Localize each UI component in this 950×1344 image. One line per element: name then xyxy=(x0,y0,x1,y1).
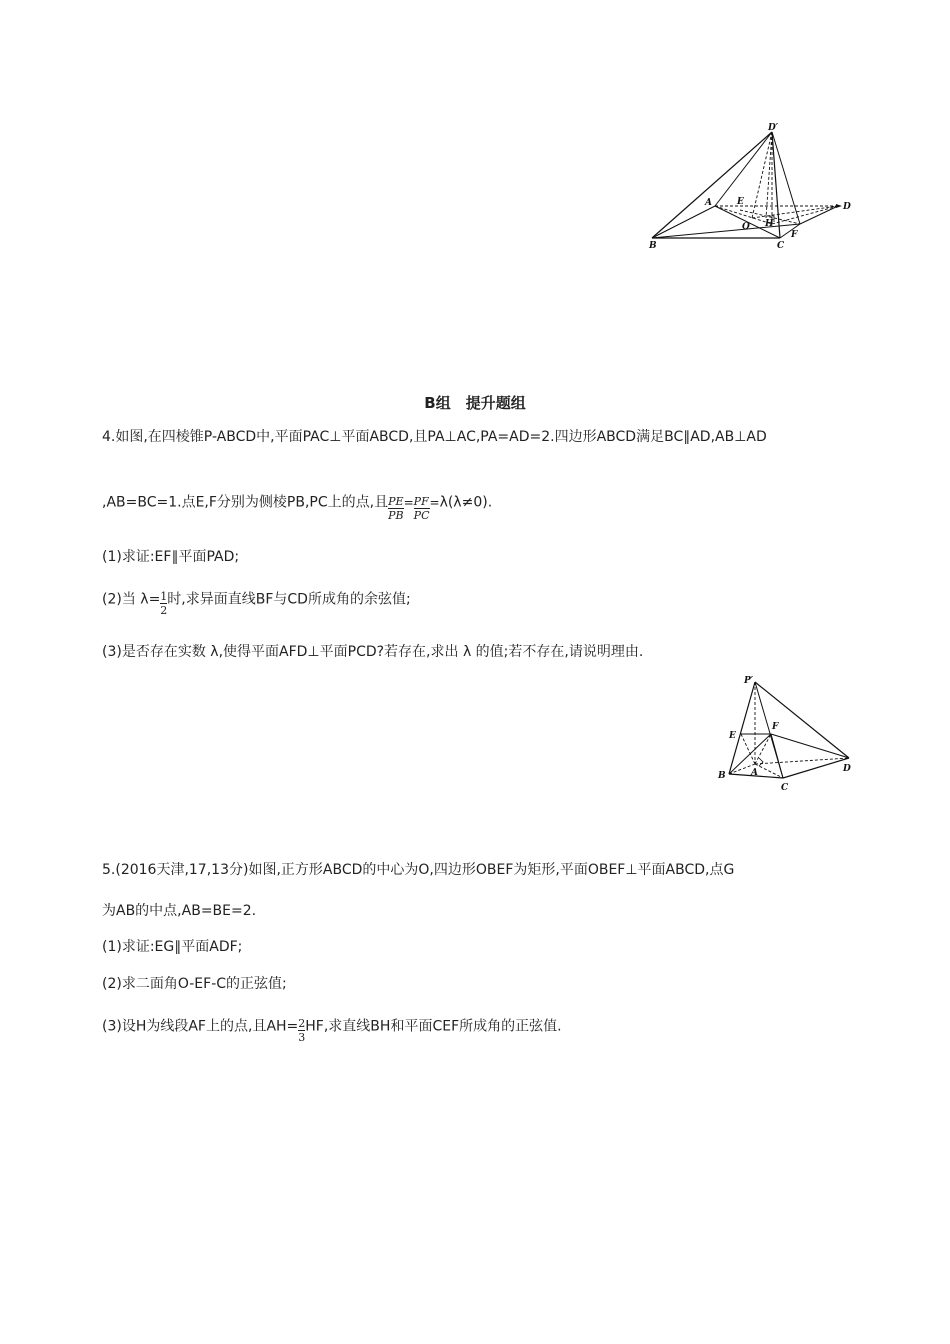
label-c: C xyxy=(777,241,785,251)
problem5-line2: 为AB的中点,AB=BE=2. xyxy=(102,903,257,919)
label-h: H xyxy=(765,219,774,229)
label-b: B xyxy=(718,771,726,781)
label-a: A xyxy=(751,768,758,778)
problem5-q2: (2)求二面角O-EF-C的正弦值; xyxy=(102,976,287,992)
fraction-one-half-den: 2 xyxy=(160,604,168,617)
label-f: F xyxy=(772,722,779,732)
fraction-pf: PF xyxy=(413,495,429,508)
label-d-prime: D′ xyxy=(768,123,779,133)
fraction-pc: PC xyxy=(413,509,430,522)
problem5-q3 xyxy=(102,1013,562,1044)
fraction-pe-pb xyxy=(388,495,404,522)
label-c: C xyxy=(781,783,789,793)
problem5-line1: 5.(2016天津,17,13分)如图,正方形ABCD的中心为O,四边形OBEF为矩形,平面OBEF⊥平面ABCD,点G xyxy=(102,862,735,878)
label-d: D xyxy=(843,764,851,774)
label-a: A xyxy=(705,198,712,208)
label-b: B xyxy=(649,241,657,251)
label-d: D xyxy=(843,202,851,212)
fraction-two-thirds xyxy=(298,1017,305,1044)
label-o: O xyxy=(742,222,750,232)
section-title: B组 提升题组 xyxy=(424,394,526,412)
fraction-pf-pc xyxy=(414,495,430,522)
label-e: E xyxy=(729,731,736,741)
label-f: F xyxy=(791,230,798,240)
label-p-prime: P′ xyxy=(744,676,754,686)
problem4-line1: 4.如图,在四棱锥P-ABCD中,平面PAC⊥平面ABCD,且PA⊥AC,PA=AD=2.四边形ABCD满足BC∥AD,AB⊥AD xyxy=(102,429,767,445)
problem5-q3-prefix: (3)设H为线段AF上的点,且AH= xyxy=(102,1018,299,1035)
pyramid-diagram-2 xyxy=(715,672,865,794)
figure-pyramid-1 xyxy=(640,118,860,258)
problem4-q2-suffix: 时,求异面直线BF与CD所成角的余弦值; xyxy=(167,591,411,608)
problem5-q1: (1)求证:EG∥平面ADF; xyxy=(102,939,243,955)
equals-sign-2: = xyxy=(429,495,440,510)
pyramid-diagram-1 xyxy=(640,118,860,258)
problem4-line2-prefix: ,AB=BC=1.点E,F分别为侧棱PB,PC上的点,且 xyxy=(102,494,389,511)
problem5-q3-suffix: HF,求直线BH和平面CEF所成角的正弦值. xyxy=(305,1018,562,1035)
problem4-line2 xyxy=(102,489,493,522)
problem4-line2-suffix: λ(λ≠0). xyxy=(439,494,493,511)
figure-pyramid-2 xyxy=(715,672,865,794)
fraction-pb: PB xyxy=(388,509,404,522)
equals-sign-1: = xyxy=(403,495,414,510)
problem4-q1: (1)求证:EF∥平面PAD; xyxy=(102,549,240,565)
problem4-q3: (3)是否存在实数 λ,使得平面AFD⊥平面PCD?若存在,求出 λ 的值;若不存在,请说明理由. xyxy=(102,644,644,660)
fraction-one-half-num: 1 xyxy=(160,590,168,603)
problem4-q2-prefix: (2)当 λ= xyxy=(102,591,161,608)
fraction-two-thirds-num: 2 xyxy=(298,1017,306,1030)
fraction-two-thirds-den: 3 xyxy=(298,1031,306,1044)
label-e: E xyxy=(737,197,744,207)
fraction-one-half xyxy=(160,590,167,617)
problem4-q2 xyxy=(102,586,411,617)
fraction-pe: PE xyxy=(388,495,404,508)
